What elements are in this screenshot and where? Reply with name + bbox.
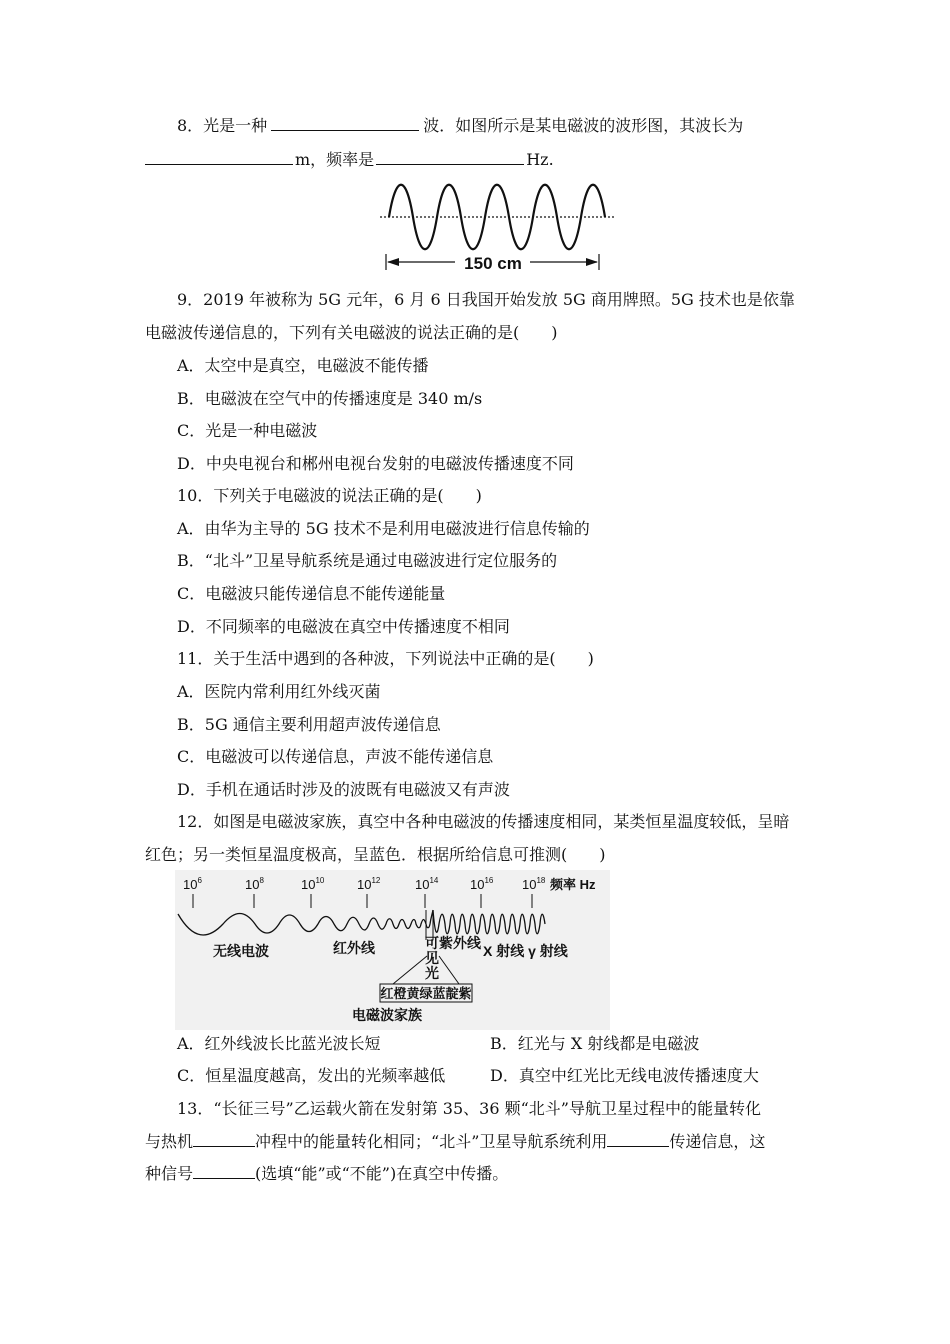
- q8-wavelength-label: 150 cm: [464, 254, 522, 273]
- freq-base-10: 10: [301, 877, 316, 892]
- q8-text-c: m，频率是: [295, 150, 375, 169]
- q9-option-d[interactable]: D．中央电视台和郴州电视台发射的电磁波传播速度不同: [177, 454, 574, 473]
- q13-text-a: 与热机: [145, 1132, 194, 1151]
- q8-text-d: Hz.: [526, 150, 554, 169]
- q9-option-c[interactable]: C．光是一种电磁波: [177, 421, 318, 440]
- freq-base-6: 10: [183, 877, 198, 892]
- q10-option-d[interactable]: D．不同频率的电磁波在真空中传播速度不相同: [177, 617, 510, 636]
- q13-blank-vacuum[interactable]: [193, 1164, 255, 1179]
- freq-exp-16: 16: [484, 876, 494, 885]
- freq-exp-18: 18: [536, 876, 546, 885]
- freq-exp-8: 8: [259, 876, 264, 885]
- q10-option-a[interactable]: A．由华为主导的 5G 技术不是利用电磁波进行信息传输的: [177, 519, 590, 538]
- q11-option-b[interactable]: B．5G 通信主要利用超声波传递信息: [177, 715, 441, 734]
- freq-exp-6: 6: [197, 876, 202, 885]
- band-infrared-label: 红外线: [333, 940, 375, 956]
- band-uv-label: 紫外线: [439, 935, 481, 951]
- freq-base-14: 10: [415, 877, 430, 892]
- q8-line1: [177, 116, 743, 136]
- freq-exp-14: 14: [429, 876, 439, 885]
- q11-stem: 11．关于生活中遇到的各种波，下列说法中正确的是( ): [177, 649, 594, 668]
- q10-option-c[interactable]: C．电磁波只能传递信息不能传递能量: [177, 584, 446, 603]
- q12-spectrum-figure: [175, 870, 610, 1030]
- band-radio-label: 无线电波: [213, 943, 269, 959]
- spectrum-caption: 电磁波家族: [352, 1007, 422, 1023]
- q13-line3: [145, 1164, 508, 1184]
- q13-line2: [145, 1132, 765, 1152]
- q10-stem: 10．下列关于电磁波的说法正确的是( ): [177, 486, 482, 505]
- q12-stem-line1: 12．如图是电磁波家族，真空中各种电磁波的传播速度相同，某类恒星温度较低，呈暗: [177, 812, 790, 831]
- q13-blank-stroke[interactable]: [193, 1132, 255, 1147]
- freq-base-18: 10: [522, 877, 537, 892]
- band-xray-gamma-label: X 射线 γ 射线: [483, 943, 568, 959]
- band-visible-char3: 光: [425, 965, 439, 981]
- q13-stem-line1: 13．“长征三号”乙运载火箭在发射第 35、36 颗“北斗”导航卫星过程中的能量转化: [177, 1099, 761, 1118]
- q8-blank-wavelength[interactable]: [145, 150, 293, 165]
- band-visible-char1: 可: [425, 935, 439, 951]
- q13-text-e: (选填“能”或“不能”)在真空中传播。: [255, 1164, 509, 1183]
- q12-option-d[interactable]: D．真空中红光比无线电波传播速度大: [490, 1066, 759, 1085]
- freq-base-12: 10: [357, 877, 372, 892]
- q8-blank-frequency[interactable]: [376, 150, 524, 165]
- q12-option-a[interactable]: A．红外线波长比蓝光波长短: [177, 1034, 381, 1053]
- q13-blank-medium[interactable]: [607, 1132, 669, 1147]
- q9-option-a[interactable]: A．太空中是真空，电磁波不能传播: [177, 356, 429, 375]
- band-visible-char2: 见: [425, 950, 439, 966]
- q12-stem-line2: 红色；另一类恒星温度极高，呈蓝色．根据所给信息可推测( ): [145, 845, 606, 864]
- q10-option-b[interactable]: B．“北斗”卫星导航系统是通过电磁波进行定位服务的: [177, 551, 558, 570]
- q8-text-b: 波．如图所示是某电磁波的波形图，其波长为: [423, 116, 744, 135]
- q13-text-c: 传递信息，这: [669, 1132, 766, 1151]
- q8-line2: [145, 150, 554, 170]
- q11-option-d[interactable]: D．手机在通话时涉及的波既有电磁波又有声波: [177, 780, 510, 799]
- visible-colors-box: 红橙黄绿蓝靛紫: [380, 986, 472, 1001]
- q11-option-a[interactable]: A．医院内常利用红外线灭菌: [177, 682, 381, 701]
- q13-text-d: 种信号: [145, 1164, 194, 1183]
- q11-option-c[interactable]: C．电磁波可以传递信息，声波不能传递信息: [177, 747, 494, 766]
- freq-base-8: 10: [245, 877, 260, 892]
- q9-option-b[interactable]: B．电磁波在空气中的传播速度是 340 m/s: [177, 389, 483, 408]
- q9-stem-line1: 9．2019 年被称为 5G 元年，6 月 6 日我国开始发放 5G 商用牌照。5G 技术也是依靠: [177, 290, 795, 309]
- q12-option-b[interactable]: B．红光与 X 射线都是电磁波: [490, 1034, 700, 1053]
- q12-option-c[interactable]: C．恒星温度越高，发出的光频率越低: [177, 1066, 446, 1085]
- q8-wave-figure: [375, 180, 625, 275]
- freq-exp-12: 12: [371, 876, 381, 885]
- q8-blank-wave-type[interactable]: [271, 116, 419, 131]
- q13-text-b: 冲程中的能量转化相同；“北斗”卫星导航系统利用: [255, 1132, 608, 1151]
- q9-stem-line2: 电磁波传递信息的，下列有关电磁波的说法正确的是( ): [145, 323, 558, 342]
- freq-base-16: 10: [470, 877, 485, 892]
- q8-text-a: 8．光是一种: [177, 116, 268, 135]
- freq-exp-10: 10: [315, 876, 325, 885]
- freq-unit-label: 频率 Hz: [550, 877, 596, 892]
